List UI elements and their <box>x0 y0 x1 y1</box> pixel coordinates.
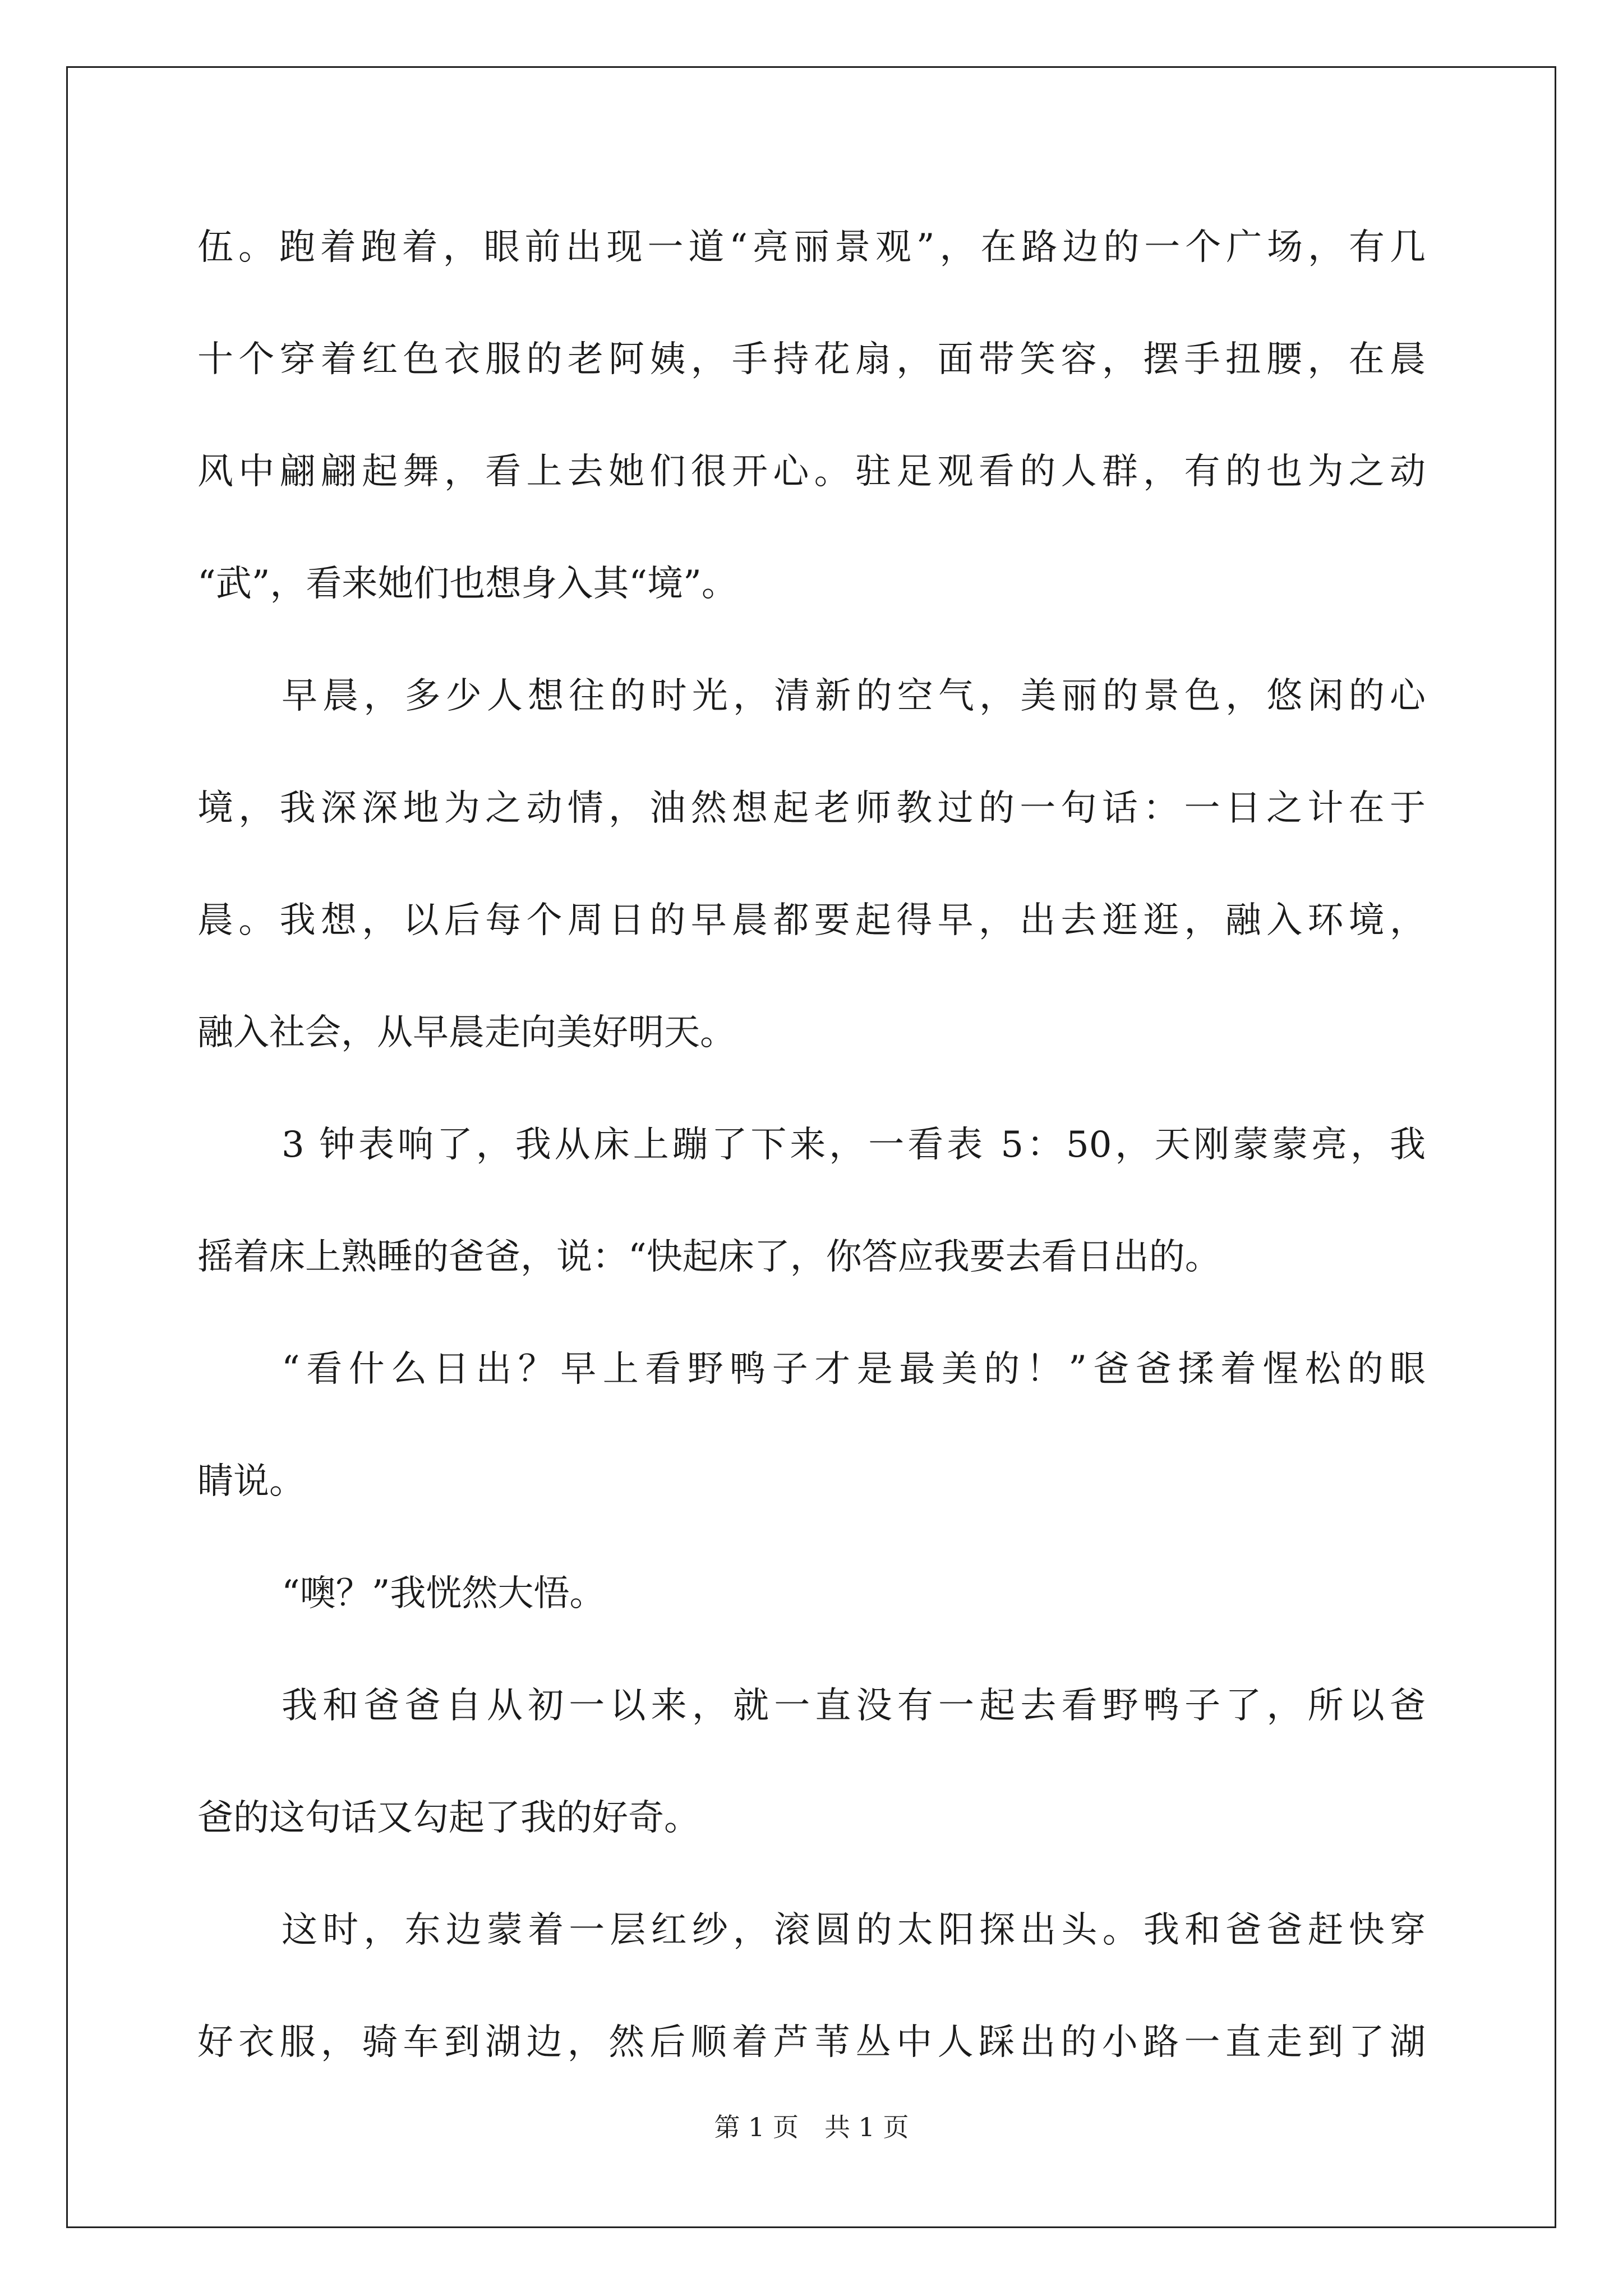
text-line: 好衣服，骑车到湖边，然后顺着芦苇丛中人踩出的小路一直走到了湖 <box>197 2022 1426 2063</box>
text-line: 早晨，多少人想往的时光，清新的空气，美丽的景色，悠闲的心 <box>282 675 1426 717</box>
text-line: “武”，看来她们也想身入其“境”。 <box>197 563 737 605</box>
text-line: 爸的这句话又勾起了我的好奇。 <box>197 1797 700 1839</box>
page-footer: 第 1 页 共 1 页 <box>714 2112 909 2142</box>
text-line: 晨。我想，以后每个周日的早晨都要起得早，出去逛逛，融入环境， <box>197 900 1426 941</box>
text-line: 伍。跑着跑着，眼前出现一道“亮丽景观”，在路边的一个广场，有几 <box>197 227 1426 268</box>
text-line: 摇着床上熟睡的爸爸，说：“快起床了，你答应我要去看日出的。 <box>197 1236 1221 1278</box>
text-line: 十个穿着红色衣服的老阿姨，手持花扇，面带笑容，摆手扭腰，在晨 <box>197 339 1426 380</box>
text-line: 境，我深深地为之动情，油然想起老师教过的一句话：一日之计在于 <box>197 788 1426 829</box>
text-line: 我和爸爸自从初一以来，就一直没有一起去看野鸭子了，所以爸 <box>282 1685 1426 1727</box>
text-line: “看什么日出？早上看野鸭子才是最美的！”爸爸揉着惺松的眼 <box>282 1349 1426 1390</box>
text-line: 这时，东边蒙着一层红纱，滚圆的太阳探出头。我和爸爸赶快穿 <box>282 1910 1426 1951</box>
text-line: 3 钟表响了，我从床上蹦了下来，一看表 5：50，天刚蒙蒙亮，我 <box>282 1124 1426 1166</box>
text-line: “噢？”我恍然大悟。 <box>282 1573 606 1614</box>
text-line: 睛说。 <box>197 1461 305 1502</box>
text-line: 风中翩翩起舞，看上去她们很开心。驻足观看的人群，有的也为之动 <box>197 451 1426 493</box>
text-line: 融入社会，从早晨走向美好明天。 <box>197 1012 736 1053</box>
